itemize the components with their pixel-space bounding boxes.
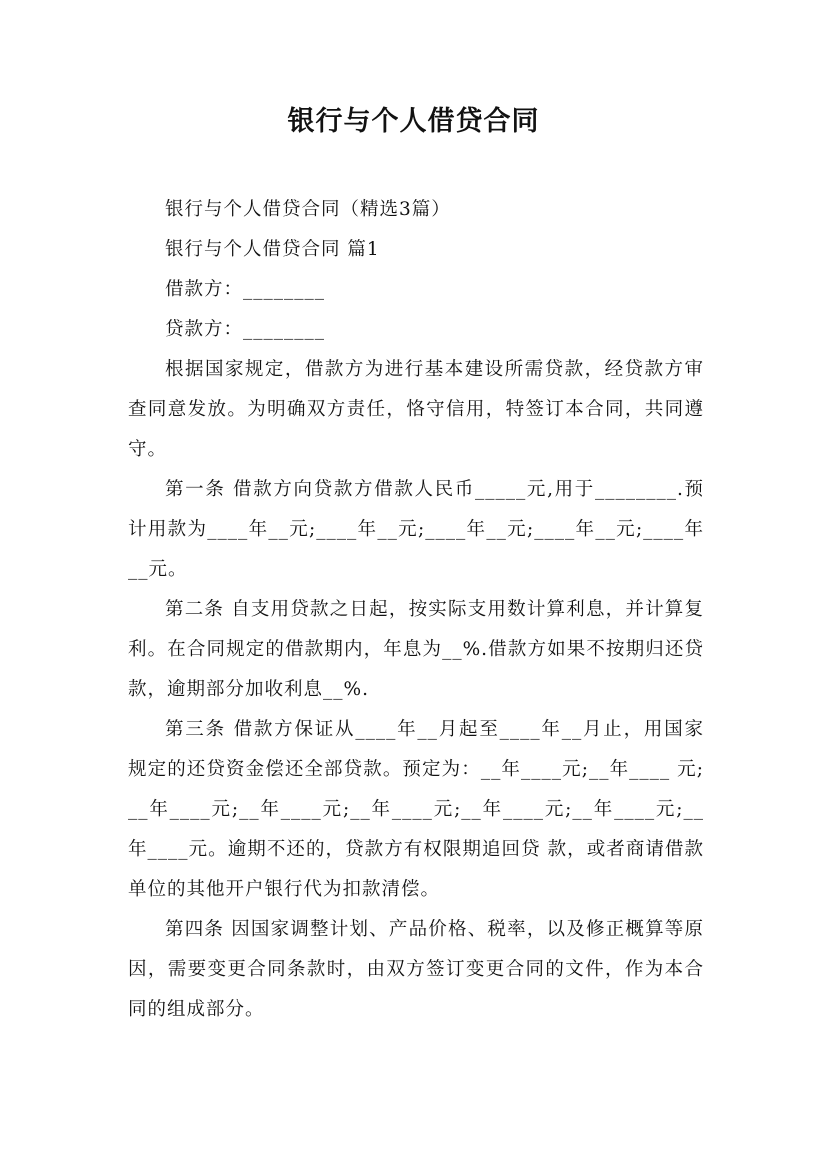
intro-paragraph: 根据国家规定，借款方为进行基本建设所需贷款，经贷款方审查同意发放。为明确双方责任，恪守信用，特签订本合同，共同遵守。 bbox=[128, 359, 704, 460]
section-heading: 银行与个人借贷合同 篇1 bbox=[165, 239, 380, 260]
subtitle-line: 银行与个人借贷合同（精选3篇） bbox=[165, 199, 451, 220]
article-2-paragraph: 第二条 自支用贷款之日起，按实际支用数计算利息，并计算复利。在合同规定的借款期内，年息为__%.借款方如果不按期归还贷款，逾期部分加收利息__%. bbox=[128, 599, 704, 700]
document-title: 银行与个人借贷合同 bbox=[287, 106, 540, 137]
article-3-paragraph: 第三条 借款方保证从____年__月起至____年__月止，用国家规定的还贷资金偿还全部贷款。预定为：__年____元;__年____ 元;__年____元;__年____元;__年____元;__年____元;__年____元;__年____元。逾期不还的，贷款方有权限期追回贷 款，或者商请借款单位的其他开户银行代为扣款清偿。 bbox=[128, 719, 704, 900]
borrower-line: 借款方：________ bbox=[165, 279, 326, 300]
article-1-paragraph: 第一条 借款方向贷款方借款人民币_____元,用于________.预计用款为____年__元;____年__元;____年__元;____年__元;____年__元。 bbox=[128, 479, 704, 580]
article-4-paragraph: 第四条 因国家调整计划、产品价格、税率，以及修正概算等原因，需要变更合同条款时，由双方签订变更合同的文件，作为本合同的组成部分。 bbox=[128, 919, 704, 1020]
lender-line: 贷款方：________ bbox=[165, 319, 326, 340]
document-body bbox=[128, 190, 704, 1030]
